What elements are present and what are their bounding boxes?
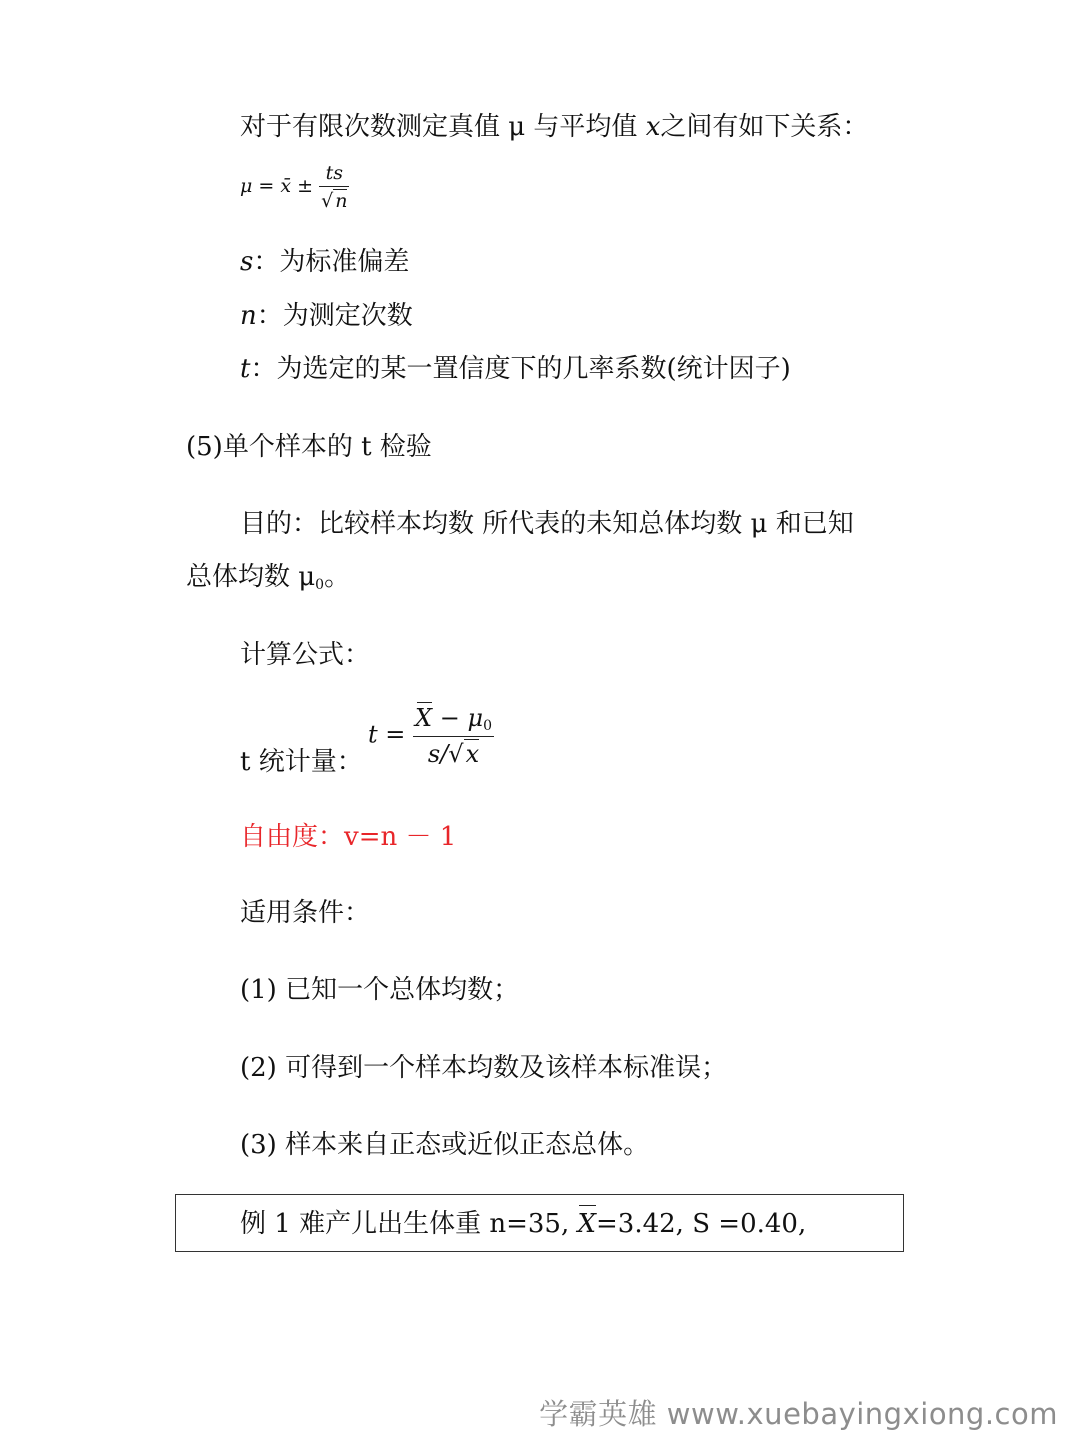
definition-n [240, 299, 413, 333]
definition-text: ：为标准偏差 [253, 247, 410, 277]
t-formula-fraction [413, 704, 494, 768]
degrees-of-freedom: 自由度：v=n － 1 [240, 822, 457, 852]
example-xbar: X [577, 1209, 596, 1239]
definition-symbol: t [240, 354, 251, 384]
mu-zero-subscript: 0 [483, 718, 493, 734]
purpose-end: 。 [324, 562, 351, 592]
definition-t [240, 352, 791, 386]
x-symbol: x [645, 112, 661, 142]
formula1-denominator: √ n [321, 190, 348, 212]
t-formula-lhs: t = [368, 720, 406, 749]
site-watermark: 学霸英雄 www.xuebayingxiong.com [539, 1397, 1058, 1431]
intro-line [240, 110, 868, 144]
t-formula-numerator [413, 704, 494, 737]
minus-mu: − μ [432, 704, 484, 732]
sqrt-x: x [465, 740, 480, 768]
definition-symbol: n [240, 301, 257, 331]
formula1-fraction [319, 162, 349, 212]
formula1-lhs: μ = x̄ ± [240, 175, 314, 197]
section-title: (5)单个样本的 t 检验 [186, 432, 432, 462]
definition-symbol: s [240, 247, 254, 277]
condition-1: (1) 已知一个总体均数； [240, 975, 520, 1005]
example-prefix: 例 1 难产儿出生体重 n=35, [240, 1209, 578, 1239]
t-statistic-label: t 统计量： [240, 747, 363, 777]
definition-text: ：为选定的某一置信度下的几率系数(统计因子) [250, 354, 791, 384]
example-text [240, 1207, 806, 1241]
t-formula-denominator: s/√x [427, 740, 480, 768]
formula1-numerator: ts [319, 162, 349, 187]
example-suffix: =3.42, S =0.40, [596, 1209, 807, 1239]
intro-text: 对于有限次数测定真值 μ 与平均值 [240, 112, 638, 142]
mean-confidence-formula [240, 162, 349, 212]
purpose-text: 总体均数 μ [186, 562, 316, 592]
purpose-line-2 [186, 560, 350, 602]
condition-2: (2) 可得到一个样本均数及该样本标准误； [240, 1053, 728, 1083]
s-over: s/ [427, 740, 449, 768]
formula1-radicand: n [335, 190, 348, 212]
mu-subscript: 0 [315, 577, 325, 593]
definition-text: ：为测定次数 [256, 301, 413, 331]
x-bar-symbol: X [415, 704, 433, 732]
condition-3: (3) 样本来自正态或近似正态总体。 [240, 1130, 650, 1160]
conditions-title: 适用条件： [240, 898, 371, 928]
t-statistic-formula [368, 704, 494, 768]
purpose-line-1: 目的：比较样本均数 所代表的未知总体均数 μ 和已知 [240, 509, 854, 539]
formula-label: 计算公式： [240, 640, 371, 670]
intro-text-end: 之间有如下关系： [660, 112, 869, 142]
definition-s [240, 245, 409, 279]
